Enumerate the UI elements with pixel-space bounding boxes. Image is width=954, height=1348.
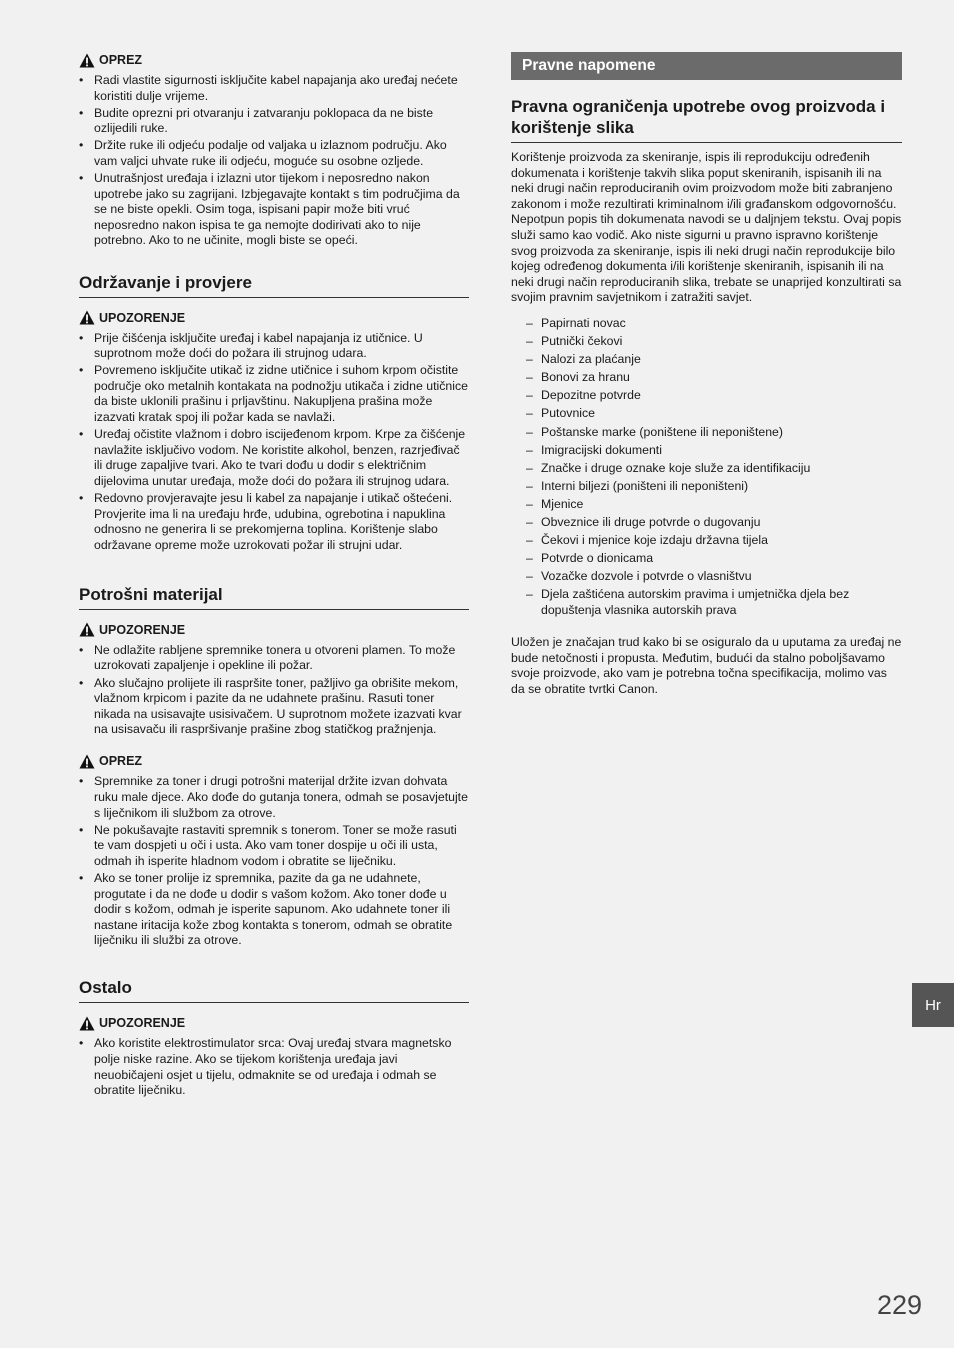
caution-label: OPREZ: [99, 53, 143, 67]
list-item: • Povremeno isključite utikač iz zidne utičnice i suhom krpom očistite područje oko metalnih kontakata na podnožju utikača i zidne utičnice da biste uklonili prašinu i prljavštinu. Nakupljena prašina može izazvati kratak spoj ili požar kada se navlaži.: [79, 363, 469, 425]
list-item: – Depozitne potvrde: [511, 388, 902, 404]
warning-label: UPOZORENJE: [99, 622, 186, 637]
caution-heading: [79, 52, 469, 68]
warning-label: UPOZORENJE: [99, 1016, 186, 1031]
caution-list: [79, 73, 469, 249]
list-item: • Ne odlažite rabljene spremnike tonera u otvoreni plamen. To može uzrokovati zapaljenje i opekline ili požar.: [79, 643, 469, 674]
legal-heading: Pravna ograničenja upotrebe ovog proizvoda i korištenje slika: [511, 96, 902, 143]
list-item: • Redovno provjeravajte jesu li kabel za napajanje i utikač oštećeni. Provjerite ima li na uređaju hrđe, udubina, ogrebotina i napuklina odnosno ne generira li se prekomjerna toplina. Korištenje slabo održavane opreme može uzrokovati požar ili strujni udar.: [79, 491, 469, 553]
caution-heading: [79, 753, 469, 769]
warning-list: [79, 331, 469, 554]
list-item: – Mjenice: [511, 497, 902, 513]
warning-triangle-icon: [79, 754, 95, 769]
list-item: • Ne pokušavajte rastaviti spremnik s tonerom. Toner se može rasuti te vam dospjeti u oči i usta. Ako vam toner dospije u oči ili usta, odmah ih isperite hladnom vodom i obratite se liječniku.: [79, 823, 469, 870]
list-item: – Potvrde o dionicama: [511, 551, 902, 567]
list-item: – Vozačke dozvole i potvrde o vlasništvu: [511, 569, 902, 585]
section-heading-other: Ostalo: [79, 978, 469, 1003]
list-item: • Držite ruke ili odjeću podalje od valjaka u izlaznom području. Ako vam valjci uhvate ruke ili odjeću, moguće su osobne ozljede.: [79, 138, 469, 169]
list-item: • Radi vlastite sigurnosti isključite kabel napajanja ako uređaj nećete koristiti dulje vrijeme.: [79, 73, 469, 104]
warning-triangle-icon: [79, 53, 95, 68]
list-item: • Ako koristite elektrostimulator srca: Ovaj uređaj stvara magnetsko polje niske razine. Ako se tijekom korištenja uređaja javi neuobičajeni osjet u tijelu, odmaknite se od uređaja i odmah se obratite liječniku.: [79, 1036, 469, 1098]
warning-triangle-icon: [79, 622, 95, 637]
left-column: [79, 52, 469, 1100]
list-item: – Papirnati novac: [511, 316, 902, 332]
list-item: – Poštanske marke (poništene ili neponištene): [511, 425, 902, 441]
list-item: • Budite oprezni pri otvaranju i zatvaranju poklopaca da ne biste ozlijedili ruke.: [79, 106, 469, 137]
list-item: – Imigracijski dokumenti: [511, 443, 902, 459]
page-number: 229: [876, 1290, 922, 1320]
language-tab: Hr: [912, 983, 954, 1027]
list-item: • Ako se toner prolije iz spremnika, pazite da ga ne udahnete, progutate i da ne dođe u dodir s vašom kožom. Ako toner dođe u dodir s kožom, odmah je isperite sapunom. Ako udahnete toner ili nastane iritacija kože zbog kontakta s tonerom, odmah se obratite liječniku ili službi za otrove.: [79, 871, 469, 949]
list-item: • Uređaj očistite vlažnom i dobro iscijeđenom krpom. Krpe za čišćenje navlažite isključivo vodom. Ne koristite alkohol, benzen, razrjeđivač ili druge zapaljive tvari. Ako te tvari dođu u dodir s električnim dijelovima unutar uređaja, može doći do požara ili strujnog udara.: [79, 427, 469, 489]
list-item: • Spremnike za toner i drugi potrošni materijal držite izvan dohvata ruku male djece. Ako dođe do gutanja tonera, odmah se posavjetujte s liječnikom ili službom za otrove.: [79, 774, 469, 821]
list-item: – Obveznice ili druge potvrde o dugovanju: [511, 515, 902, 531]
list-item: – Nalozi za plaćanje: [511, 352, 902, 368]
warning-heading: [79, 622, 469, 638]
list-item: – Značke i druge oznake koje služe za identifikaciju: [511, 461, 902, 477]
caution-label: OPREZ: [99, 754, 143, 769]
section-bar-title: Pravne napomene: [511, 52, 902, 80]
list-item: – Čekovi i mjenice koje izdaju državna tijela: [511, 533, 902, 549]
list-item: – Putovnice: [511, 406, 902, 422]
list-item: – Djela zaštićena autorskim pravima i umjetnička djela bez dopuštenja vlasnika autorskih prava: [511, 587, 902, 618]
intro-paragraph: Korištenje proizvoda za skeniranje, ispis ili reprodukciju određenih dokumenata i korištenje takvih slika poput skeniranih, ispisanih ili na neki drugi način reproduciranih ovim proizvodom može biti zabranjeno zakonom i može rezultirati kriminalnom i/ili građanskom odgovornošću. Nepotpun popis tih dokumenata navodi se u daljnjem tekstu. Ovaj popis služi samo kao vodič. Ako niste sigurni u pravno ispravno korištenje svog proizvoda za skeniranje, ispis ili neki drugi način reprodukcije bilo kojeg određenog dokumenta i/ili korištenje skeniranih, ispisanih ili na neki drugi način reproduciranih slika, trebate se unaprijed konzultirati sa svojim pravnim savjetnikom i zatražiti savjet.: [511, 150, 902, 305]
warning-triangle-icon: [79, 310, 95, 325]
list-item: • Ako slučajno prolijete ili raspršite toner, pažljivo ga obrišite mekom, vlažnom krpicom i pazite da ne udahnete prašinu. Rasuti toner nikada na usisavajte usisivačem. U suprotnom možete izazvati kvar na usisavaču ili raspršivanje prašine zbog statičkog pražnjenja.: [79, 676, 469, 738]
warning-list: [79, 643, 469, 738]
right-column: [511, 52, 902, 697]
warning-heading: [79, 1015, 469, 1031]
closing-paragraph: Uložen je značajan trud kako bi se osiguralo da u uputama za uređaj ne bude netočnosti i propusta. Međutim, budući da stalno poboljšavamo svoje proizvode, ako vam je potrebna točna specifikacija, molimo vas da se obratite tvrtki Canon.: [511, 635, 902, 696]
list-item: – Bonovi za hranu: [511, 370, 902, 386]
warning-label: UPOZORENJE: [99, 310, 186, 325]
warning-heading: [79, 310, 469, 326]
list-item: • Unutrašnjost uređaja i izlazni utor tijekom i neposredno nakon upotrebe jako su zagrijani. Izbjegavajte kontakt s tim područjima da se ne biste opekli. Osim toga, ispisani papir može biti vruć neposredno nakon ispisa te ga nemojte dodirivati ako to nije potrebno. Ako to ne učinite, mogli biste se opeći.: [79, 171, 469, 249]
caution-list: [79, 774, 469, 949]
list-item: • Prije čišćenja isključite uređaj i kabel napajanja iz utičnice. U suprotnom može doći do požara ili strujnog udara.: [79, 331, 469, 362]
document-list: [511, 316, 902, 619]
warning-list: [79, 1036, 469, 1098]
warning-triangle-icon: [79, 1016, 95, 1031]
section-heading-maintenance: Održavanje i provjere: [79, 273, 469, 298]
list-item: – Putnički čekovi: [511, 334, 902, 350]
list-item: – Interni biljezi (poništeni ili neponišteni): [511, 479, 902, 495]
section-heading-consumables: Potrošni materijal: [79, 585, 469, 610]
